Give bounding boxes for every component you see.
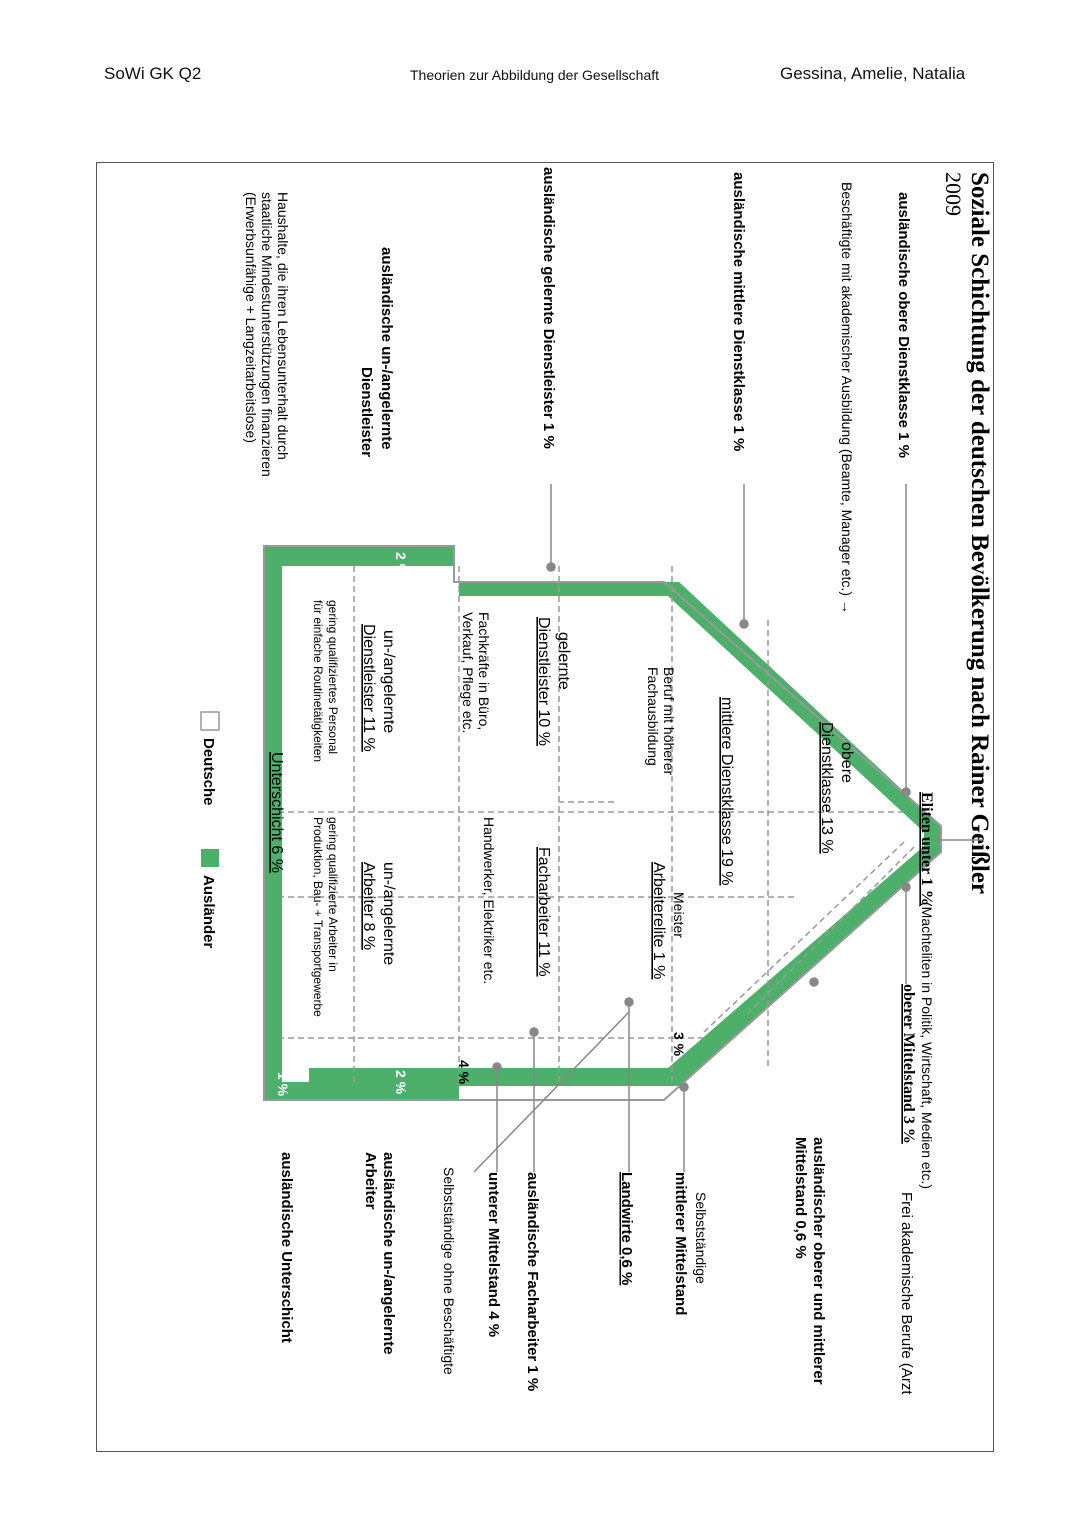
note-mittlere-dienstklasse-2: Fachausbildung: [645, 667, 661, 766]
eliten-note: (Machteliten in Politik, Wirtschaft, Medien etc.): [919, 902, 935, 1190]
label-unterschicht: Unterschicht 6 %: [268, 752, 285, 873]
pct-green-right: 2 %: [393, 1070, 409, 1095]
note-facharbeiter: Handwerker, Elektriker etc.: [481, 817, 497, 985]
label-gelernte-dienstleister-2: Dienstleister 10 %: [535, 617, 552, 746]
note-un-arbeiter-2: Produktion, Bau- + Transportgewerbe: [311, 817, 325, 1017]
note-un-dienstleister-2: für einfache Routinetätigkeiten: [311, 600, 325, 763]
auslaender-obere-dienstklasse: ausländische obere Dienstklasse 1 %: [895, 192, 912, 458]
label-facharbeiter: Facharbeiter 11 %: [535, 847, 552, 977]
note-un-dienstleister-1: gering qualifiziertes Personal: [326, 600, 340, 755]
stratification-diagram: [96, 162, 994, 1452]
auslaender-mittlere-dienstklasse: ausländische mittlere Dienstklasse 1 %: [730, 172, 747, 452]
oberer-mittelstand-note-1: Frei akademische Berufe (Arzt: [898, 1192, 915, 1395]
unterschicht-note-3: (Erwerbsunfähige + Langzeitarbeitslose): [243, 192, 259, 443]
note-un-arbeiter-1: gering qualifizierte Arbeiter in: [326, 817, 340, 972]
legend-deutsche-swatch: [201, 712, 219, 730]
auslaender-gelernte-dienstleister: ausländische gelernte Dienstleister 1 %: [540, 167, 557, 449]
auslaender-mittelstand-1: ausländischer oberer und mittlerer: [810, 1137, 827, 1385]
unterer-mittelstand-note: Selbstständige ohne Beschäftigte: [441, 1167, 457, 1375]
pct-green-bottom: 1 %: [275, 1072, 291, 1097]
unterer-mittelstand-label: unterer Mittelstand 4 %: [485, 1172, 502, 1338]
auslaender-un-dienstleister-1: ausländische un-/angelernte: [378, 247, 395, 450]
mittlerer-mittelstand-label: mittlerer Mittelstand: [672, 1172, 689, 1316]
green-block-right: [309, 1068, 459, 1100]
mittlerer-mittelstand-label-1: Selbstständige: [693, 1192, 709, 1284]
auslaender-un-arbeiter-1: ausländische un-/angelernte: [380, 1152, 397, 1355]
beschaeftigte-note: Beschäftigte mit akademischer Ausbildung (Beamte, Manager etc.) →: [839, 182, 855, 614]
note-mittlere-dienstklasse-1: Beruf mit höherer: [661, 667, 677, 776]
auslaender-unterschicht: ausländische Unterschicht: [278, 1152, 295, 1343]
note-gelernte-dienstleister-1: Fachkräfte in Büro,: [476, 612, 492, 731]
auslaender-facharbeiter: ausländische Facharbeiter 1 %: [524, 1172, 541, 1392]
auslaender-un-arbeiter-2: Arbeiter: [362, 1152, 379, 1210]
header-center: Theorien zur Abbildung der Gesellschaft: [410, 67, 660, 83]
label-obere-dienstklasse-2: Dienstklasse 13 %: [818, 722, 835, 854]
auslaender-mittelstand-2: Mittelstand 0,6 %: [792, 1137, 809, 1259]
diagram-year: 2009: [941, 172, 966, 216]
pct-unterer-mittelstand: 4 %: [456, 1060, 472, 1085]
label-obere-dienstklasse-1: obere: [838, 742, 855, 783]
unterschicht-note-2: staatliche Mindestunterstützungen finanzieren: [259, 192, 275, 477]
note-gelernte-dienstleister-2: Verkauf, Pflege etc.: [460, 612, 476, 734]
header-right: Gessina, Amelie, Natalia: [780, 64, 966, 83]
label-arbeiterelite-2: Arbeiterelite 1 %: [650, 862, 667, 980]
header-left: SoWi GK Q2: [104, 64, 202, 83]
label-un-dienstleister-1: un-/angelernte: [380, 630, 397, 734]
auslaender-un-dienstleister-2: Dienstleister: [358, 367, 375, 458]
legend-auslaender-label: Ausländer: [200, 875, 217, 949]
legend-deutsche-label: Deutsche: [200, 738, 217, 806]
legend-auslaender-swatch: [201, 849, 219, 867]
legend: [200, 712, 219, 949]
unterschicht-note-1: Haushalte, die ihren Lebensunterhalt durch: [275, 192, 291, 460]
label-gelernte-dienstleister-1: gelernte: [555, 632, 572, 690]
eliten-label: Eliten unter 1 %: [918, 792, 935, 906]
pct-green-left: 2 %: [393, 552, 409, 577]
label-mittlere-dienstklasse: mittlere Dienstklasse 19 %: [718, 697, 735, 886]
label-un-arbeiter-2: Arbeiter 8 %: [360, 862, 377, 951]
diagram-title: Soziale Schichtung der deutschen Bevölkerung nach Rainer Geißler: [966, 172, 993, 895]
label-arbeiterelite-1: Meister: [671, 892, 687, 938]
label-un-dienstleister-2: Dienstleister 11 %: [360, 624, 377, 752]
landwirte-label: Landwirte 0,6 %: [618, 1172, 635, 1286]
pct-mittlerer-mittelstand: 3 %: [671, 1032, 687, 1057]
green-block-left: [264, 546, 454, 566]
label-un-arbeiter-1: un-/angelernte: [380, 862, 397, 966]
oberer-mittelstand-label: oberer Mittelstand 3 %: [900, 984, 917, 1144]
